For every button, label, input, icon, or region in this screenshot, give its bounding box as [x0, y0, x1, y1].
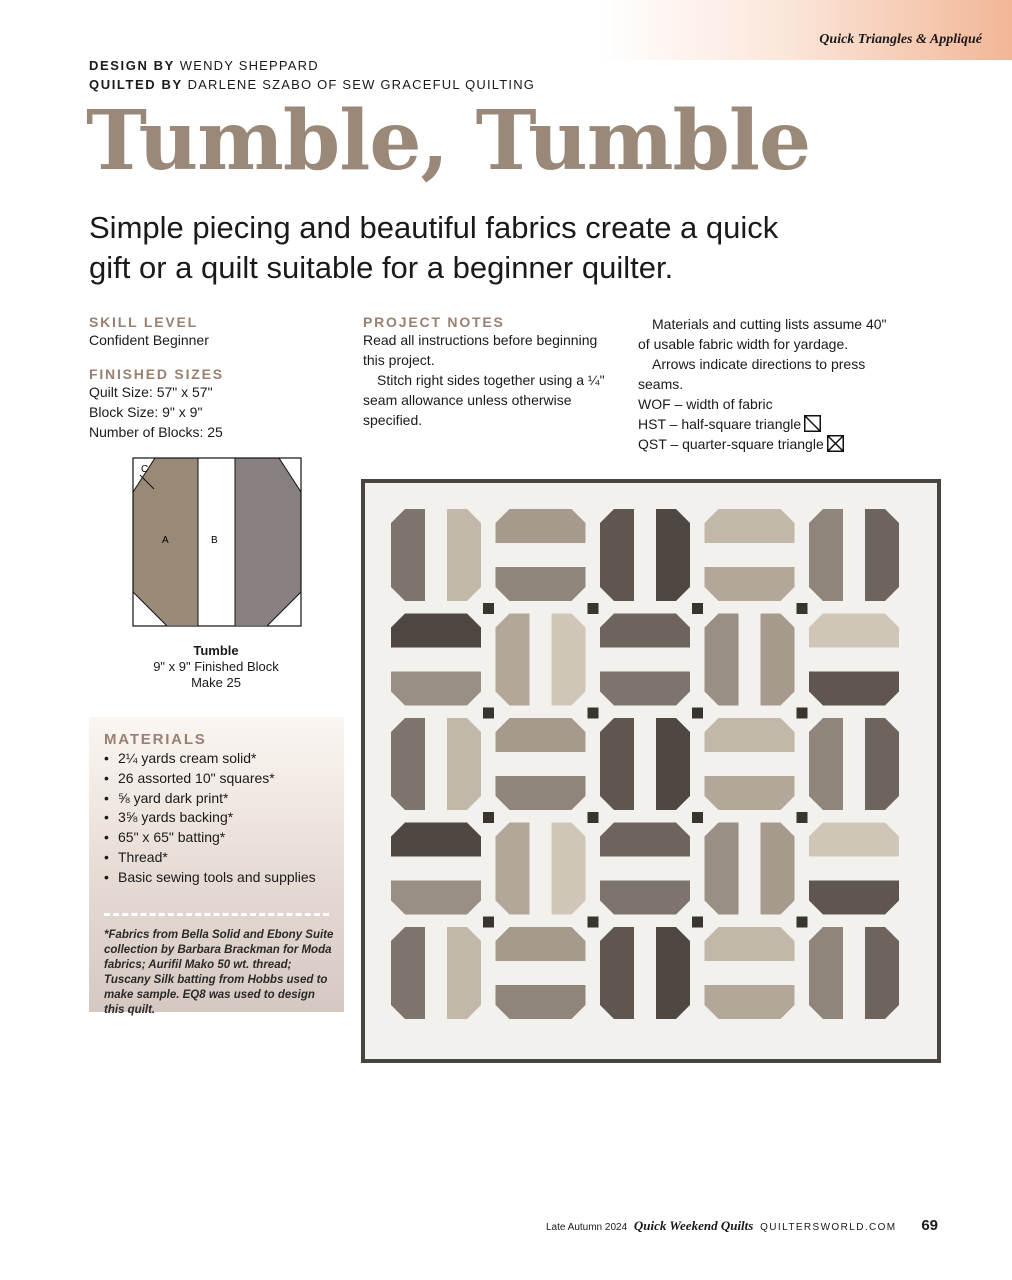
quilt-piece [705, 509, 795, 543]
block-size-caption: 9" x 9" Finished Block [153, 659, 279, 674]
hst-definition: HST – half-square triangle [638, 414, 898, 434]
quilt-piece [600, 823, 690, 857]
quilt-piece [656, 509, 690, 601]
header-color-band [600, 0, 1012, 60]
quilt-piece [391, 927, 425, 1019]
quilt-piece [447, 927, 481, 1019]
cornerstone [692, 603, 703, 614]
list-item: • ⅝ yard dark print* [104, 789, 316, 809]
quilt-piece [761, 823, 795, 915]
quilt-piece [761, 614, 795, 706]
quilt-piece [391, 718, 425, 810]
quilt-piece [705, 927, 795, 961]
list-item: • Thread* [104, 848, 316, 868]
quilt-piece [705, 718, 795, 752]
materials-label: MATERIALS [104, 731, 207, 748]
issue-date: Late Autumn 2024 [545, 1222, 628, 1233]
quilt-piece [809, 823, 899, 857]
quilt-photo [361, 479, 941, 1063]
skill-level-value: Confident Beginner [89, 332, 209, 348]
block-count: Number of Blocks: 25 [89, 424, 223, 440]
materials-panel [89, 717, 344, 1016]
skill-level-label: SKILL LEVEL [89, 314, 198, 330]
quilt-piece [496, 718, 586, 752]
quilt-piece [809, 881, 899, 915]
cornerstone [588, 603, 599, 614]
quilt-piece [600, 672, 690, 706]
quilt-piece [705, 614, 739, 706]
cornerstone [692, 708, 703, 719]
cornerstone [483, 917, 494, 928]
quilt-piece [600, 509, 634, 601]
quilt-piece [600, 881, 690, 915]
cornerstone [797, 603, 808, 614]
project-notes-label: PROJECT NOTES [363, 314, 505, 330]
quilt-piece [705, 985, 795, 1019]
quilt-piece [496, 823, 530, 915]
quilt-piece [705, 823, 739, 915]
quilt-piece [447, 718, 481, 810]
note-paragraph: Read all instructions before beginning this project. [363, 332, 598, 368]
label-b: B [211, 535, 218, 546]
page-number: 69 [921, 1217, 938, 1234]
dashed-divider [104, 913, 329, 916]
note-paragraph: Arrows indicate directions to press seams. [638, 356, 866, 392]
page-title: Tumble, Tumble [86, 93, 811, 189]
cornerstone [797, 708, 808, 719]
note-paragraph: Materials and cutting lists assume 40" of usable fabric width for yardage. [638, 316, 887, 352]
credits [89, 56, 535, 94]
block-size: Block Size: 9" x 9" [89, 404, 203, 420]
quilt-piece [391, 672, 481, 706]
materials-list [104, 749, 316, 888]
cornerstone [797, 917, 808, 928]
block-diagram [132, 457, 302, 627]
quilt-piece [809, 509, 843, 601]
quilt-piece [496, 776, 586, 810]
cornerstone [588, 917, 599, 928]
magazine-name: Quick Weekend Quilts [633, 1218, 754, 1233]
note-paragraph: Stitch right sides together using a ¼" seam allowance unless otherwise specified. [363, 372, 605, 428]
quilt-piece [391, 509, 425, 601]
block-caption [116, 643, 316, 691]
list-item: • 65" x 65" batting* [104, 828, 316, 848]
section-tag: Quick Triangles & Appliqué [819, 32, 982, 47]
quilt-piece [391, 823, 481, 857]
quilt-piece [496, 985, 586, 1019]
cornerstone [483, 812, 494, 823]
list-item: • Basic sewing tools and supplies [104, 868, 316, 888]
quilt-piece [809, 614, 899, 648]
quilt-piece [552, 614, 586, 706]
quilt-piece [809, 927, 843, 1019]
label-a: A [162, 535, 169, 546]
project-notes-column-2 [638, 314, 898, 454]
cornerstone [483, 708, 494, 719]
quilt-piece [552, 823, 586, 915]
project-notes-column [363, 314, 613, 430]
quilt-piece [447, 509, 481, 601]
website: QUILTERSWORLD.COM [760, 1222, 897, 1233]
quilt-piece [391, 614, 481, 648]
half-square-triangle-icon [804, 415, 821, 432]
block-name: Tumble [193, 643, 239, 658]
qst-definition: QST – quarter-square triangle [638, 434, 898, 454]
quilt-piece [809, 672, 899, 706]
quilted-credit: QUILTED BY DARLENE SZABO OF SEW GRACEFUL QUILTING [89, 77, 536, 92]
cornerstone [797, 812, 808, 823]
cornerstone [588, 708, 599, 719]
quilt-piece [496, 614, 530, 706]
design-credit: DESIGN BY WENDY SHEPPARD [89, 58, 319, 73]
page-footer [546, 1217, 938, 1234]
quilt-size: Quilt Size: 57" x 57" [89, 384, 213, 400]
quilt-piece [656, 718, 690, 810]
block-make-count: Make 25 [191, 675, 241, 690]
skill-sizes-column [89, 314, 339, 442]
list-item: • 3⅝ yards backing* [104, 808, 316, 828]
quilt-piece [865, 927, 899, 1019]
quilt-piece [600, 927, 634, 1019]
finished-sizes-label: FINISHED SIZES [89, 366, 224, 382]
quilt-piece [809, 718, 843, 810]
quilt-piece [600, 614, 690, 648]
quilt-piece [656, 927, 690, 1019]
quilt-piece [865, 718, 899, 810]
list-item: • 2¼ yards cream solid* [104, 749, 316, 769]
quilt-piece [496, 509, 586, 543]
label-c: C [141, 464, 149, 475]
quilt-piece [705, 776, 795, 810]
cornerstone [692, 917, 703, 928]
cornerstone [483, 603, 494, 614]
quilt-piece [705, 567, 795, 601]
cornerstone [588, 812, 599, 823]
block-piece-a-right [235, 458, 301, 625]
quilt-piece [496, 927, 586, 961]
quilt-piece [865, 509, 899, 601]
materials-footnote: *Fabrics from Bella Solid and Ebony Suite collection by Barbara Brackman for Moda fabrics; Aurifil Mako 50 wt. thread; Tuscany Silk batting from Hobbs used to make sample. EQ8 was used to design this quilt. [104, 929, 334, 1016]
list-item: • 26 assorted 10" squares* [104, 769, 316, 789]
cornerstone [692, 812, 703, 823]
wof-definition: WOF – width of fabric [638, 396, 773, 412]
quilt-piece [600, 718, 634, 810]
quarter-square-triangle-icon [827, 435, 844, 452]
quilt-piece [391, 881, 481, 915]
subtitle: Simple piecing and beautiful fabrics create a quick gift or a quilt suitable for a beginner quilter. [89, 210, 779, 285]
quilt-piece [496, 567, 586, 601]
